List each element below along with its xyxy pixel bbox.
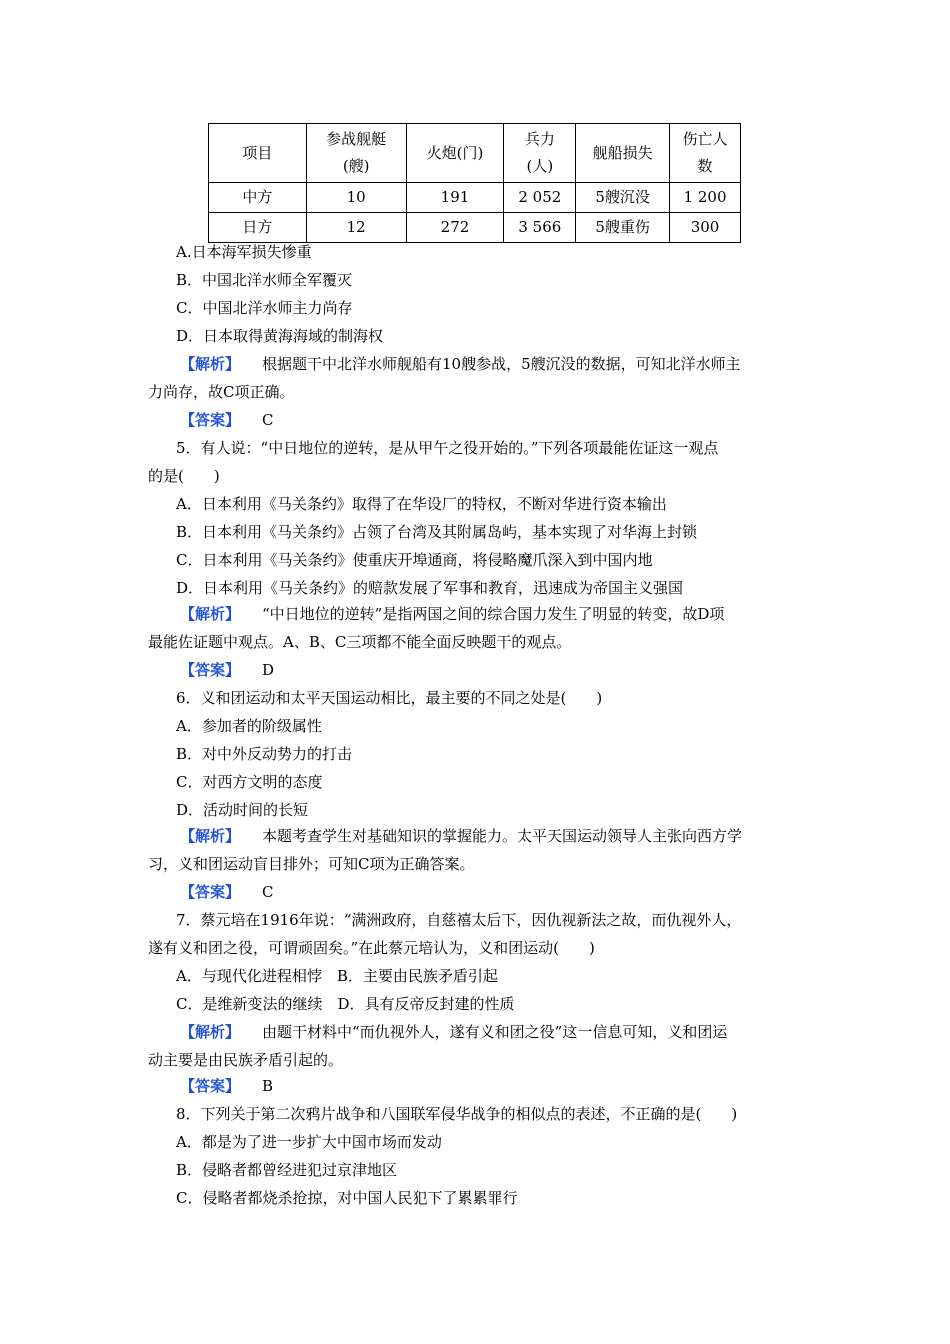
label-tag: 【解析】	[180, 827, 241, 845]
text-line	[148, 938, 595, 958]
line-text: C．中国北洋水师主力尚存	[176, 299, 353, 317]
header-cell: 火炮(门)	[406, 124, 504, 183]
analysis-line	[180, 410, 274, 430]
line-text: 8．下列关于第二次鸦片战争和八国联军侵华战争的相似点的表述，不正确的是( )	[176, 1105, 738, 1123]
table-row	[209, 183, 741, 213]
text-line	[176, 966, 498, 986]
header-cell: 兵力 (人)	[504, 124, 576, 183]
line-text: C．日本利用《马关条约》使重庆开埠通商，将侵略魔爪深入到中国内地	[176, 551, 653, 569]
table-cell: 日方	[209, 213, 307, 243]
label-tag: 【解析】	[180, 1023, 241, 1041]
line-text: 动主要是由民族矛盾引起的。	[148, 1051, 344, 1069]
table-cell: 5艘沉没	[576, 183, 670, 213]
label-tag: 【答案】	[180, 411, 241, 429]
text-line	[176, 1104, 737, 1124]
text-line	[176, 494, 667, 514]
line-text: 最能佐证题中观点。A、B、C三项都不能全面反映题干的观点。	[148, 633, 572, 651]
table-cell: 3 566	[504, 213, 576, 243]
line-text: D	[262, 661, 275, 679]
analysis-line	[180, 826, 742, 846]
text-line	[176, 772, 322, 792]
line-text: D．活动时间的长短	[176, 801, 309, 819]
label-tag: 【解析】	[180, 355, 241, 373]
line-text: 本题考查学生对基础知识的掌握能力。太平天国运动领导人主张向西方学	[262, 827, 743, 845]
line-text: 7．蔡元培在1916年说：“满洲政府，自慈禧太后下，因仇视新法之故，而仇视外人，	[176, 911, 742, 929]
table-header-row	[209, 124, 741, 183]
text-line	[148, 632, 571, 652]
line-text: 由题干材料中“而仇视外人，遂有义和团之役”这一信息可知，义和团运	[262, 1023, 728, 1041]
line-text: B	[262, 1077, 274, 1095]
text-line	[176, 438, 718, 458]
table-row	[209, 213, 741, 243]
header-cell: 舰船损失	[576, 124, 670, 183]
text-line	[176, 1160, 397, 1180]
label-tag: 【答案】	[180, 1077, 241, 1095]
text-line	[176, 994, 515, 1014]
line-text: 根据题干中北洋水师舰船有10艘参战，5艘沉没的数据，可知北洋水师主	[262, 355, 741, 373]
line-text: A．参加者的阶级属性	[176, 717, 322, 735]
line-text: 遂有义和团之役，可谓顽固矣。”在此蔡元培认为，义和团运动( )	[148, 939, 595, 957]
line-text: A．日本利用《马关条约》取得了在华设厂的特权，不断对华进行资本输出	[176, 495, 667, 513]
label-tag: 【答案】	[180, 661, 241, 679]
line-text: D．日本利用《马关条约》的赔款发展了军事和教育，迅速成为帝国主义强国	[176, 579, 684, 597]
text-line	[176, 298, 352, 318]
line-text: B．对中外反动势力的打击	[176, 745, 353, 763]
analysis-line	[180, 660, 274, 680]
header-cell: 伤亡人 数	[670, 124, 741, 183]
table-cell: 1 200	[670, 183, 741, 213]
table-cell: 12	[306, 213, 406, 243]
analysis-line	[180, 882, 274, 902]
text-line	[176, 270, 352, 290]
text-line	[176, 800, 308, 820]
table-cell: 2 052	[504, 183, 576, 213]
text-line	[176, 716, 322, 736]
header-cell: 参战舰艇 (艘)	[306, 124, 406, 183]
label-tag: 【答案】	[180, 883, 241, 901]
line-text: C．是维新变法的继续 D．具有反帝反封建的性质	[176, 995, 515, 1013]
text-line	[176, 1132, 442, 1152]
text-line	[176, 744, 352, 764]
text-line	[176, 242, 312, 262]
line-text: “中日地位的逆转”是指两国之间的综合国力发生了明显的转变，故D项	[262, 605, 725, 623]
line-text: B．中国北洋水师全军覆灭	[176, 271, 353, 289]
table-cell: 5艘重伤	[576, 213, 670, 243]
line-text: D．日本取得黄海海域的制海权	[176, 327, 384, 345]
line-text: 5．有人说：“中日地位的逆转，是从甲午之役开始的。”下列各项最能佐证这一观点	[176, 439, 719, 457]
line-text: C	[262, 411, 274, 429]
line-text: 习，义和团运动盲目排外；可知C项为正确答案。	[148, 855, 475, 873]
line-text: 6．义和团运动和太平天国运动相比，最主要的不同之处是( )	[176, 689, 603, 707]
text-line	[176, 910, 741, 930]
line-text: A．都是为了进一步扩大中国市场而发动	[176, 1133, 442, 1151]
text-line	[148, 382, 294, 402]
header-cell: 项目	[209, 124, 307, 183]
line-text: 的是( )	[148, 467, 220, 485]
line-text: B．日本利用《马关条约》占领了台湾及其附属岛屿，基本实现了对华海上封锁	[176, 523, 698, 541]
text-line	[176, 688, 602, 708]
text-line	[176, 578, 683, 598]
battle-data-table	[208, 123, 741, 243]
analysis-line	[180, 354, 741, 374]
analysis-line	[180, 604, 724, 624]
text-line	[176, 326, 383, 346]
analysis-line	[180, 1076, 273, 1096]
line-text: A．与现代化进程相悖 B．主要由民族矛盾引起	[176, 967, 498, 985]
text-line	[148, 854, 474, 874]
line-text: C．对西方文明的态度	[176, 773, 323, 791]
table-cell: 300	[670, 213, 741, 243]
analysis-line	[180, 1022, 727, 1042]
text-line	[148, 466, 220, 486]
line-text: 力尚存，故C项正确。	[148, 383, 295, 401]
text-line	[176, 550, 652, 570]
table-cell: 中方	[209, 183, 307, 213]
text-line	[148, 1050, 343, 1070]
line-text: B．侵略者都曾经进犯过京津地区	[176, 1161, 398, 1179]
table-cell: 10	[306, 183, 406, 213]
table-cell: 191	[406, 183, 504, 213]
table-cell: 272	[406, 213, 504, 243]
line-text: C	[262, 883, 274, 901]
label-tag: 【解析】	[180, 605, 241, 623]
text-line	[176, 522, 697, 542]
text-line	[176, 1188, 517, 1208]
line-text: C．侵略者都烧杀抢掠，对中国人民犯下了累累罪行	[176, 1189, 518, 1207]
line-text: A.日本海军损失惨重	[176, 243, 312, 261]
